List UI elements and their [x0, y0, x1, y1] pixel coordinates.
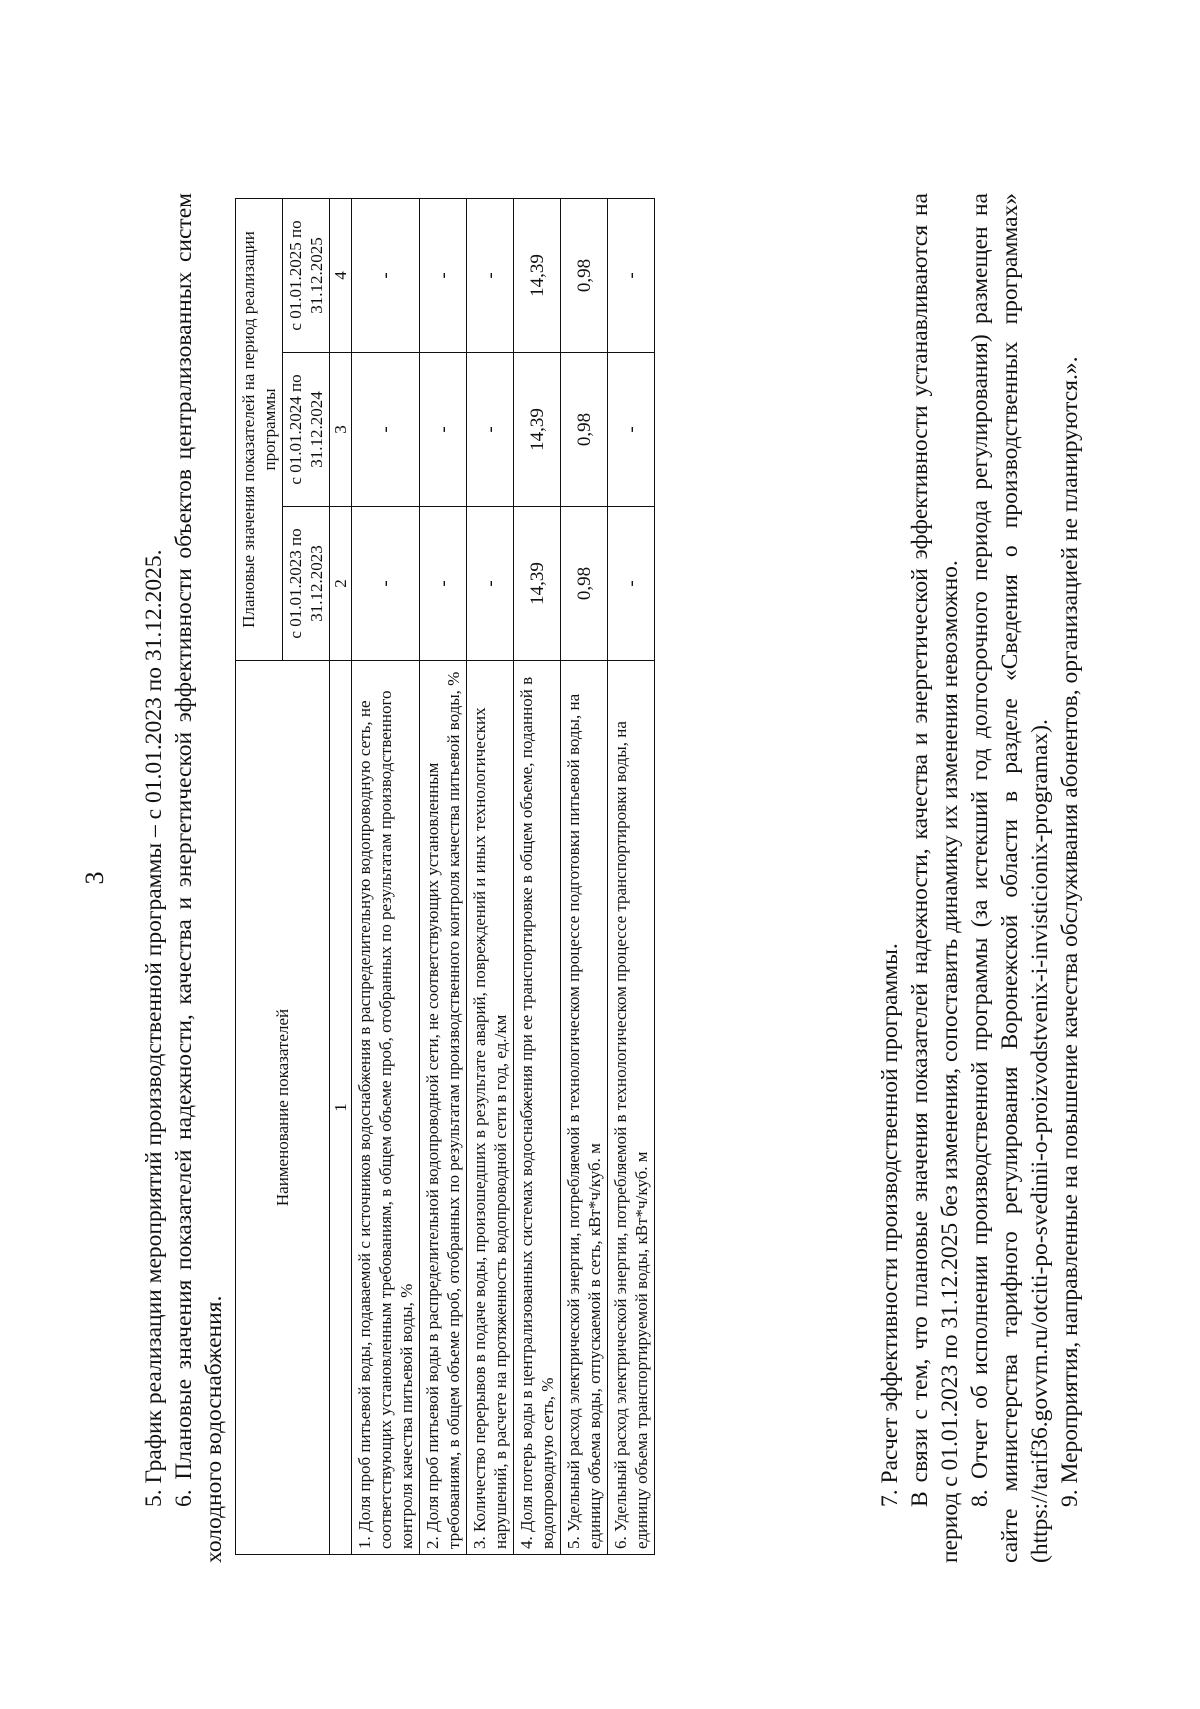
value-2024: 14,39 — [514, 353, 561, 507]
value-2023: - — [467, 507, 514, 661]
table-row — [608, 198, 655, 1554]
header-period-2023: с 01.01.2023 по 31.12.2023 — [283, 507, 330, 661]
table-row — [420, 198, 467, 1554]
value-2023: 14,39 — [514, 507, 561, 661]
table-row — [514, 198, 561, 1554]
header-period-2024: с 01.01.2024 по 31.12.2024 — [283, 353, 330, 507]
indicator-name: 1. Доля проб питьевой воды, подаваемой с источников водоснабжения в распределительную водопроводную сеть, не соответствующих установленным требованиям, в общем объеме проб, отобранных по результатам производственного контроля качества питьевой воды, % — [352, 661, 420, 1555]
column-number: 1 — [330, 661, 352, 1555]
indicator-name: 3. Количество перерывов в подаче воды, произошедших в результате аварий, повреждений и иных технологических нарушений, в расчете на протяженность водопроводной сети в год, ед./км — [467, 661, 514, 1555]
table-row — [561, 198, 608, 1554]
value-2025: - — [420, 198, 467, 352]
value-2025: - — [608, 198, 655, 352]
item-6-indicators-heading: 6. Плановые значения показателей надежности, качества и энергетической эффективности объектов централизованных систем холодного водоснабжения. — [171, 193, 227, 1563]
indicator-name: 6. Удельный расход электрической энергии, потребляемой в технологическом процессе транспортировки воды, на единицу объема транспортируемой воды, кВт*ч/куб. м — [608, 661, 655, 1555]
item-7-efficiency: 7. Расчет эффективности производственной программы. — [877, 943, 903, 1507]
rotated-document-page — [73, 63, 1200, 1693]
value-2025: 0,98 — [561, 198, 608, 352]
value-2023: - — [608, 507, 655, 661]
item-8-report: 8. Отчет об исполнении производственной программы (за истекший год долгосрочного периода регулирования) размещен на сайте министерства тарифного регулирования Воронежской области в разделе «Сведения о производственных программах» (https://tarif36.govvrn.ru/otciti-po-svedinii-o-proizvodstvenix-i-invisticionix-programax). — [967, 193, 1053, 1563]
column-number: 3 — [330, 353, 352, 507]
item-7-explanation: В связи с тем, что плановые значения показателей надежности, качества и энергетической эффективности устанавливаются на период с 01.01.2023 по 31.12.2025 без изменения, сопоставить динамику их изменения невозможно. — [907, 193, 963, 1563]
indicator-name: 2. Доля проб питьевой воды в распределительной водопроводной сети, не соответствующих установленным требованиям, в общем объеме проб, отобранных по результатам производственного контроля качества питьевой воды, % — [420, 661, 467, 1555]
table-row — [352, 198, 420, 1554]
column-number-row — [330, 198, 352, 1554]
value-2024: - — [420, 353, 467, 507]
table-row — [467, 198, 514, 1554]
header-indicator-name: Наименование показателей — [236, 661, 330, 1555]
indicator-name: 5. Удельный расход электрической энергии, потребляемой в технологическом процессе подготовки питьевой воды, на единицу объема воды, отпускаемой в сеть, кВт*ч/куб. м — [561, 661, 608, 1555]
page-number: 3 — [80, 871, 109, 885]
column-number: 4 — [330, 198, 352, 352]
header-period-2025: с 01.01.2025 по 31.12.2025 — [283, 198, 330, 352]
indicators-table — [235, 198, 655, 1555]
value-2024: 0,98 — [561, 353, 608, 507]
value-2025: - — [467, 198, 514, 352]
value-2024: - — [467, 353, 514, 507]
value-2024: - — [352, 353, 420, 507]
value-2023: - — [420, 507, 467, 661]
value-2023: - — [352, 507, 420, 661]
header-planned-values: Плановые значения показателей на период реализации программы — [236, 198, 283, 660]
value-2023: 0,98 — [561, 507, 608, 661]
value-2025: 14,39 — [514, 198, 561, 352]
item-5-schedule: 5. График реализации мероприятий производственной программы – с 01.01.2023 по 31.12.2025. — [141, 549, 167, 1507]
indicator-name: 4. Доля потерь воды в централизованных системах водоснабжения при ее транспортировке в общем объеме, поданной в водопроводную сеть, % — [514, 661, 561, 1555]
value-2024: - — [608, 353, 655, 507]
column-number: 2 — [330, 507, 352, 661]
item-9-service-measures: 9. Мероприятия, направленные на повышение качества обслуживания абонентов, организацией не планируются.». — [1057, 356, 1083, 1507]
value-2025: - — [352, 198, 420, 352]
